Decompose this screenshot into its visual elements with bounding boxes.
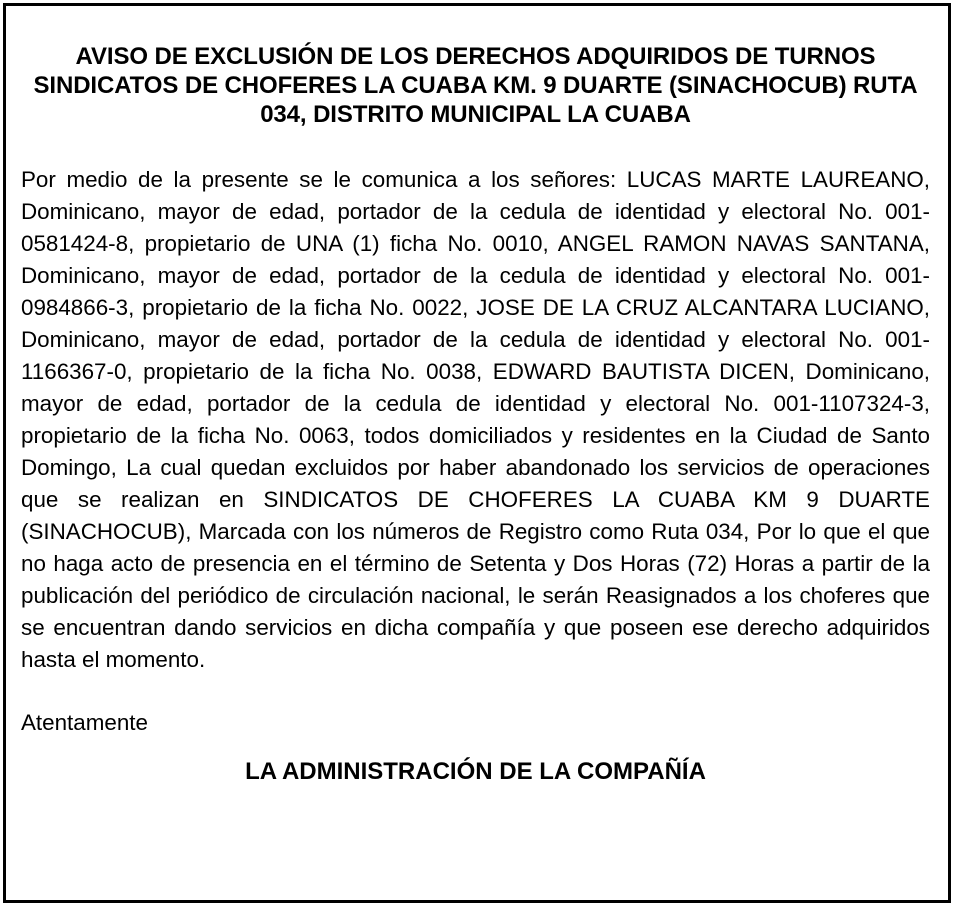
notice-content — [21, 42, 930, 787]
notice-closing: Atentamente — [21, 710, 148, 735]
notice-signature: LA ADMINISTRACIÓN DE LA COMPAÑÍA — [245, 758, 706, 785]
notice-body: Por medio de la presente se le comunica a los señores: LUCAS MARTE LAUREANO, Dominicano, mayor de edad, portador de la cedula de identidad y electoral No. 001-0581424-8, propietario de UNA (1) ficha No. 0010, ANGEL RAMON NAVAS SANTANA, Dominicano, mayor de edad, portador de la cedula de identidad y electoral No. 001-0984866-3, propietario de la ficha No. 0022, JOSE DE LA CRUZ ALCANTARA LUCIANO, Dominicano, mayor de edad, portador de la cedula de identidad y electoral No. 001-1166367-0, propietario de la ficha No. 0038, EDWARD BAUTISTA DICEN, Dominicano, mayor de edad, portador de la cedula de identidad y electoral No. 001-1107324-3, propietario de la ficha No. 0063, todos domiciliados y residentes en la Ciudad de Santo Domingo, La cual quedan excluidos por haber abandonado los servicios de operaciones que se realizan en SINDICATOS DE CHOFERES LA CUABA KM 9 DUARTE (SINACHOCUB), Marcada con los números de Registro como Ruta 034, Por lo que el que no haga acto de presencia en el término de Setenta y Dos Horas (72) Horas a partir de la publicación del periódico de circulación nacional, le serán Reasignados a los choferes que se encuentran dando servicios en dicha compañía y que poseen ese derecho adquiridos hasta el momento. — [21, 167, 930, 672]
notice-title: AVISO DE EXCLUSIÓN DE LOS DERECHOS ADQUIRIDOS DE TURNOS SINDICATOS DE CHOFERES LA CUABA KM. 9 DUARTE (SINACHOCUB) RUTA 034, DISTRITO MUNICIPAL LA CUABA — [33, 43, 918, 128]
notice-frame — [3, 3, 951, 903]
